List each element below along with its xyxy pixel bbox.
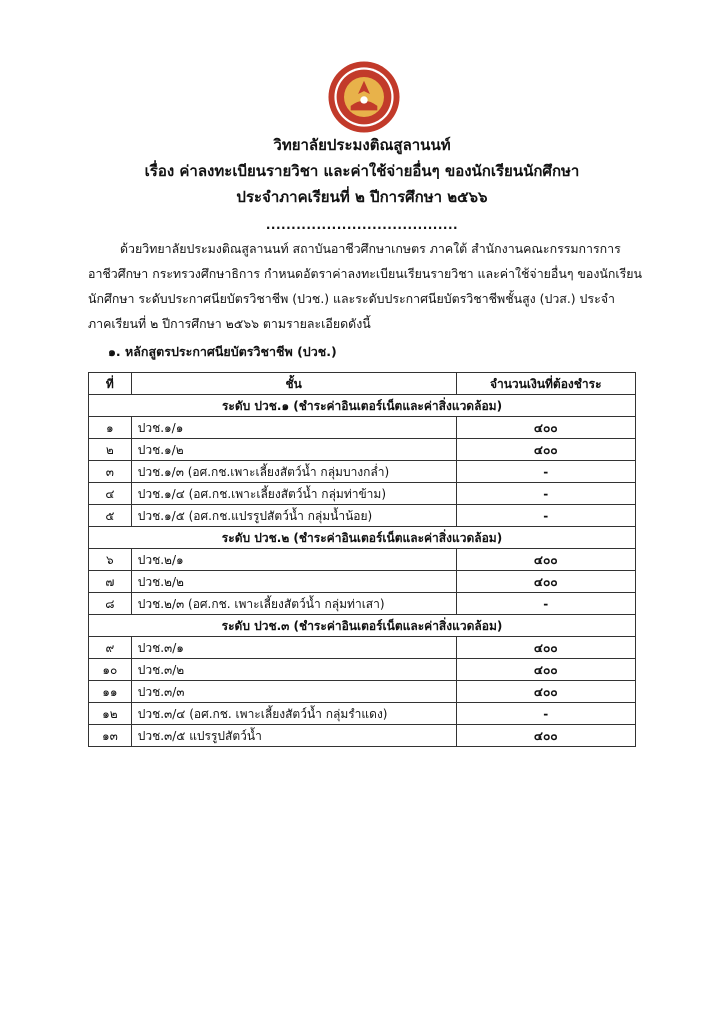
row-no: ๗ — [89, 571, 132, 593]
row-amount: - — [456, 593, 635, 615]
header-level: ชั้น — [131, 373, 456, 395]
row-amount: ๔๐๐ — [456, 571, 635, 593]
table-row — [89, 505, 636, 527]
row-level: ปวช.๓/๔ (อศ.กช. เพาะเลี้ยงสัตว์น้ำ กลุ่มรำแดง) — [131, 703, 456, 725]
table-row — [89, 417, 636, 439]
row-level: ปวช.๒/๓ (อศ.กช. เพาะเลี้ยงสัตว์น้ำ กลุ่มท่าเสา) — [131, 593, 456, 615]
row-level: ปวช.๓/๓ — [131, 681, 456, 703]
row-no: ๑๑ — [89, 681, 132, 703]
group-row — [89, 527, 636, 549]
row-no: ๓ — [89, 461, 132, 483]
row-level: ปวช.๑/๕ (อศ.กช.แปรรูปสัตว์น้ำ กลุ่มน้ำน้อย) — [131, 505, 456, 527]
institution-name: วิทยาลัยประมงติณสูลานนท์ — [273, 136, 451, 154]
row-level: ปวช.๑/๓ (อศ.กช.เพาะเลี้ยงสัตว์น้ำ กลุ่มบางกล่ำ) — [131, 461, 456, 483]
row-no: ๖ — [89, 549, 132, 571]
document-title — [0, 132, 724, 210]
row-amount: - — [456, 505, 635, 527]
table-row — [89, 703, 636, 725]
row-amount: ๔๐๐ — [456, 681, 635, 703]
table-row — [89, 659, 636, 681]
row-level: ปวช.๓/๕ แปรรูปสัตว์น้ำ — [131, 725, 456, 747]
row-no: ๒ — [89, 439, 132, 461]
semester-line: ประจำภาคเรียนที่ ๒ ปีการศึกษา ๒๕๖๖ — [236, 188, 488, 206]
row-level: ปวช.๒/๑ — [131, 549, 456, 571]
table-row — [89, 637, 636, 659]
intro-line: อาชีวศึกษา กระทรวงศึกษาธิการ กำหนดอัตราค่าลงทะเบียนเรียนรายวิชา และค่าใช้จ่ายอื่นๆ ของนักเรียน — [88, 266, 642, 281]
table-row — [89, 483, 636, 505]
intro-line: ภาคเรียนที่ ๒ ปีการศึกษา ๒๕๖๖ ตามรายละเอียดดังนี้ — [88, 316, 371, 331]
table-row — [89, 593, 636, 615]
group-row — [89, 395, 636, 417]
row-amount: - — [456, 703, 635, 725]
row-amount: ๔๐๐ — [456, 417, 635, 439]
row-no: ๑ — [89, 417, 132, 439]
fee-table — [88, 372, 636, 747]
intro-paragraph — [88, 236, 648, 336]
row-no: ๘ — [89, 593, 132, 615]
row-amount: ๔๐๐ — [456, 725, 635, 747]
row-level: ปวช.๒/๒ — [131, 571, 456, 593]
row-no: ๑๓ — [89, 725, 132, 747]
intro-line: ด้วยวิทยาลัยประมงติณสูลานนท์ สถาบันอาชีวศึกษาเกษตร ภาคใต้ สำนักงานคณะกรรมการการ — [120, 241, 621, 256]
table-header-row — [89, 373, 636, 395]
intro-line: นักศึกษา ระดับประกาศนียบัตรวิชาชีพ (ปวช.) และระดับประกาศนียบัตรวิชาชีพชั้นสูง (ปวส.) ประจำ — [88, 291, 615, 306]
row-amount: ๔๐๐ — [456, 637, 635, 659]
table-row — [89, 439, 636, 461]
table-row — [89, 461, 636, 483]
row-amount: - — [456, 461, 635, 483]
section-heading: ๑. หลักสูตรประกาศนียบัตรวิชาชีพ (ปวช.) — [108, 344, 337, 359]
row-no: ๔ — [89, 483, 132, 505]
divider-dots: ...................................... — [265, 218, 459, 232]
table-row — [89, 725, 636, 747]
document-subject: เรื่อง ค่าลงทะเบียนรายวิชา และค่าใช้จ่ายอื่นๆ ของนักเรียนนักศึกษา — [144, 162, 580, 180]
row-level: ปวช.๓/๒ — [131, 659, 456, 681]
row-no: ๕ — [89, 505, 132, 527]
row-amount: - — [456, 483, 635, 505]
group-row — [89, 615, 636, 637]
row-no: ๑๐ — [89, 659, 132, 681]
row-level: ปวช.๑/๑ — [131, 417, 456, 439]
table-row — [89, 681, 636, 703]
header-amount: จำนวนเงินที่ต้องชำระ — [456, 373, 635, 395]
table-row — [89, 549, 636, 571]
table-row — [89, 571, 636, 593]
row-amount: ๔๐๐ — [456, 439, 635, 461]
row-amount: ๔๐๐ — [456, 659, 635, 681]
group-title: ระดับ ปวช.๒ (ชำระค่าอินเตอร์เน็ตและค่าสิ่งแวดล้อม) — [89, 527, 636, 549]
header-no: ที่ — [89, 373, 132, 395]
row-no: ๑๒ — [89, 703, 132, 725]
row-amount: ๔๐๐ — [456, 549, 635, 571]
college-seal-icon — [327, 60, 401, 134]
row-level: ปวช.๑/๔ (อศ.กช.เพาะเลี้ยงสัตว์น้ำ กลุ่มท่าข้าม) — [131, 483, 456, 505]
group-title: ระดับ ปวช.๓ (ชำระค่าอินเตอร์เน็ตและค่าสิ่งแวดล้อม) — [89, 615, 636, 637]
row-level: ปวช.๓/๑ — [131, 637, 456, 659]
group-title: ระดับ ปวช.๑ (ชำระค่าอินเตอร์เน็ตและค่าสิ่งแวดล้อม) — [89, 395, 636, 417]
row-level: ปวช.๑/๒ — [131, 439, 456, 461]
row-no: ๙ — [89, 637, 132, 659]
